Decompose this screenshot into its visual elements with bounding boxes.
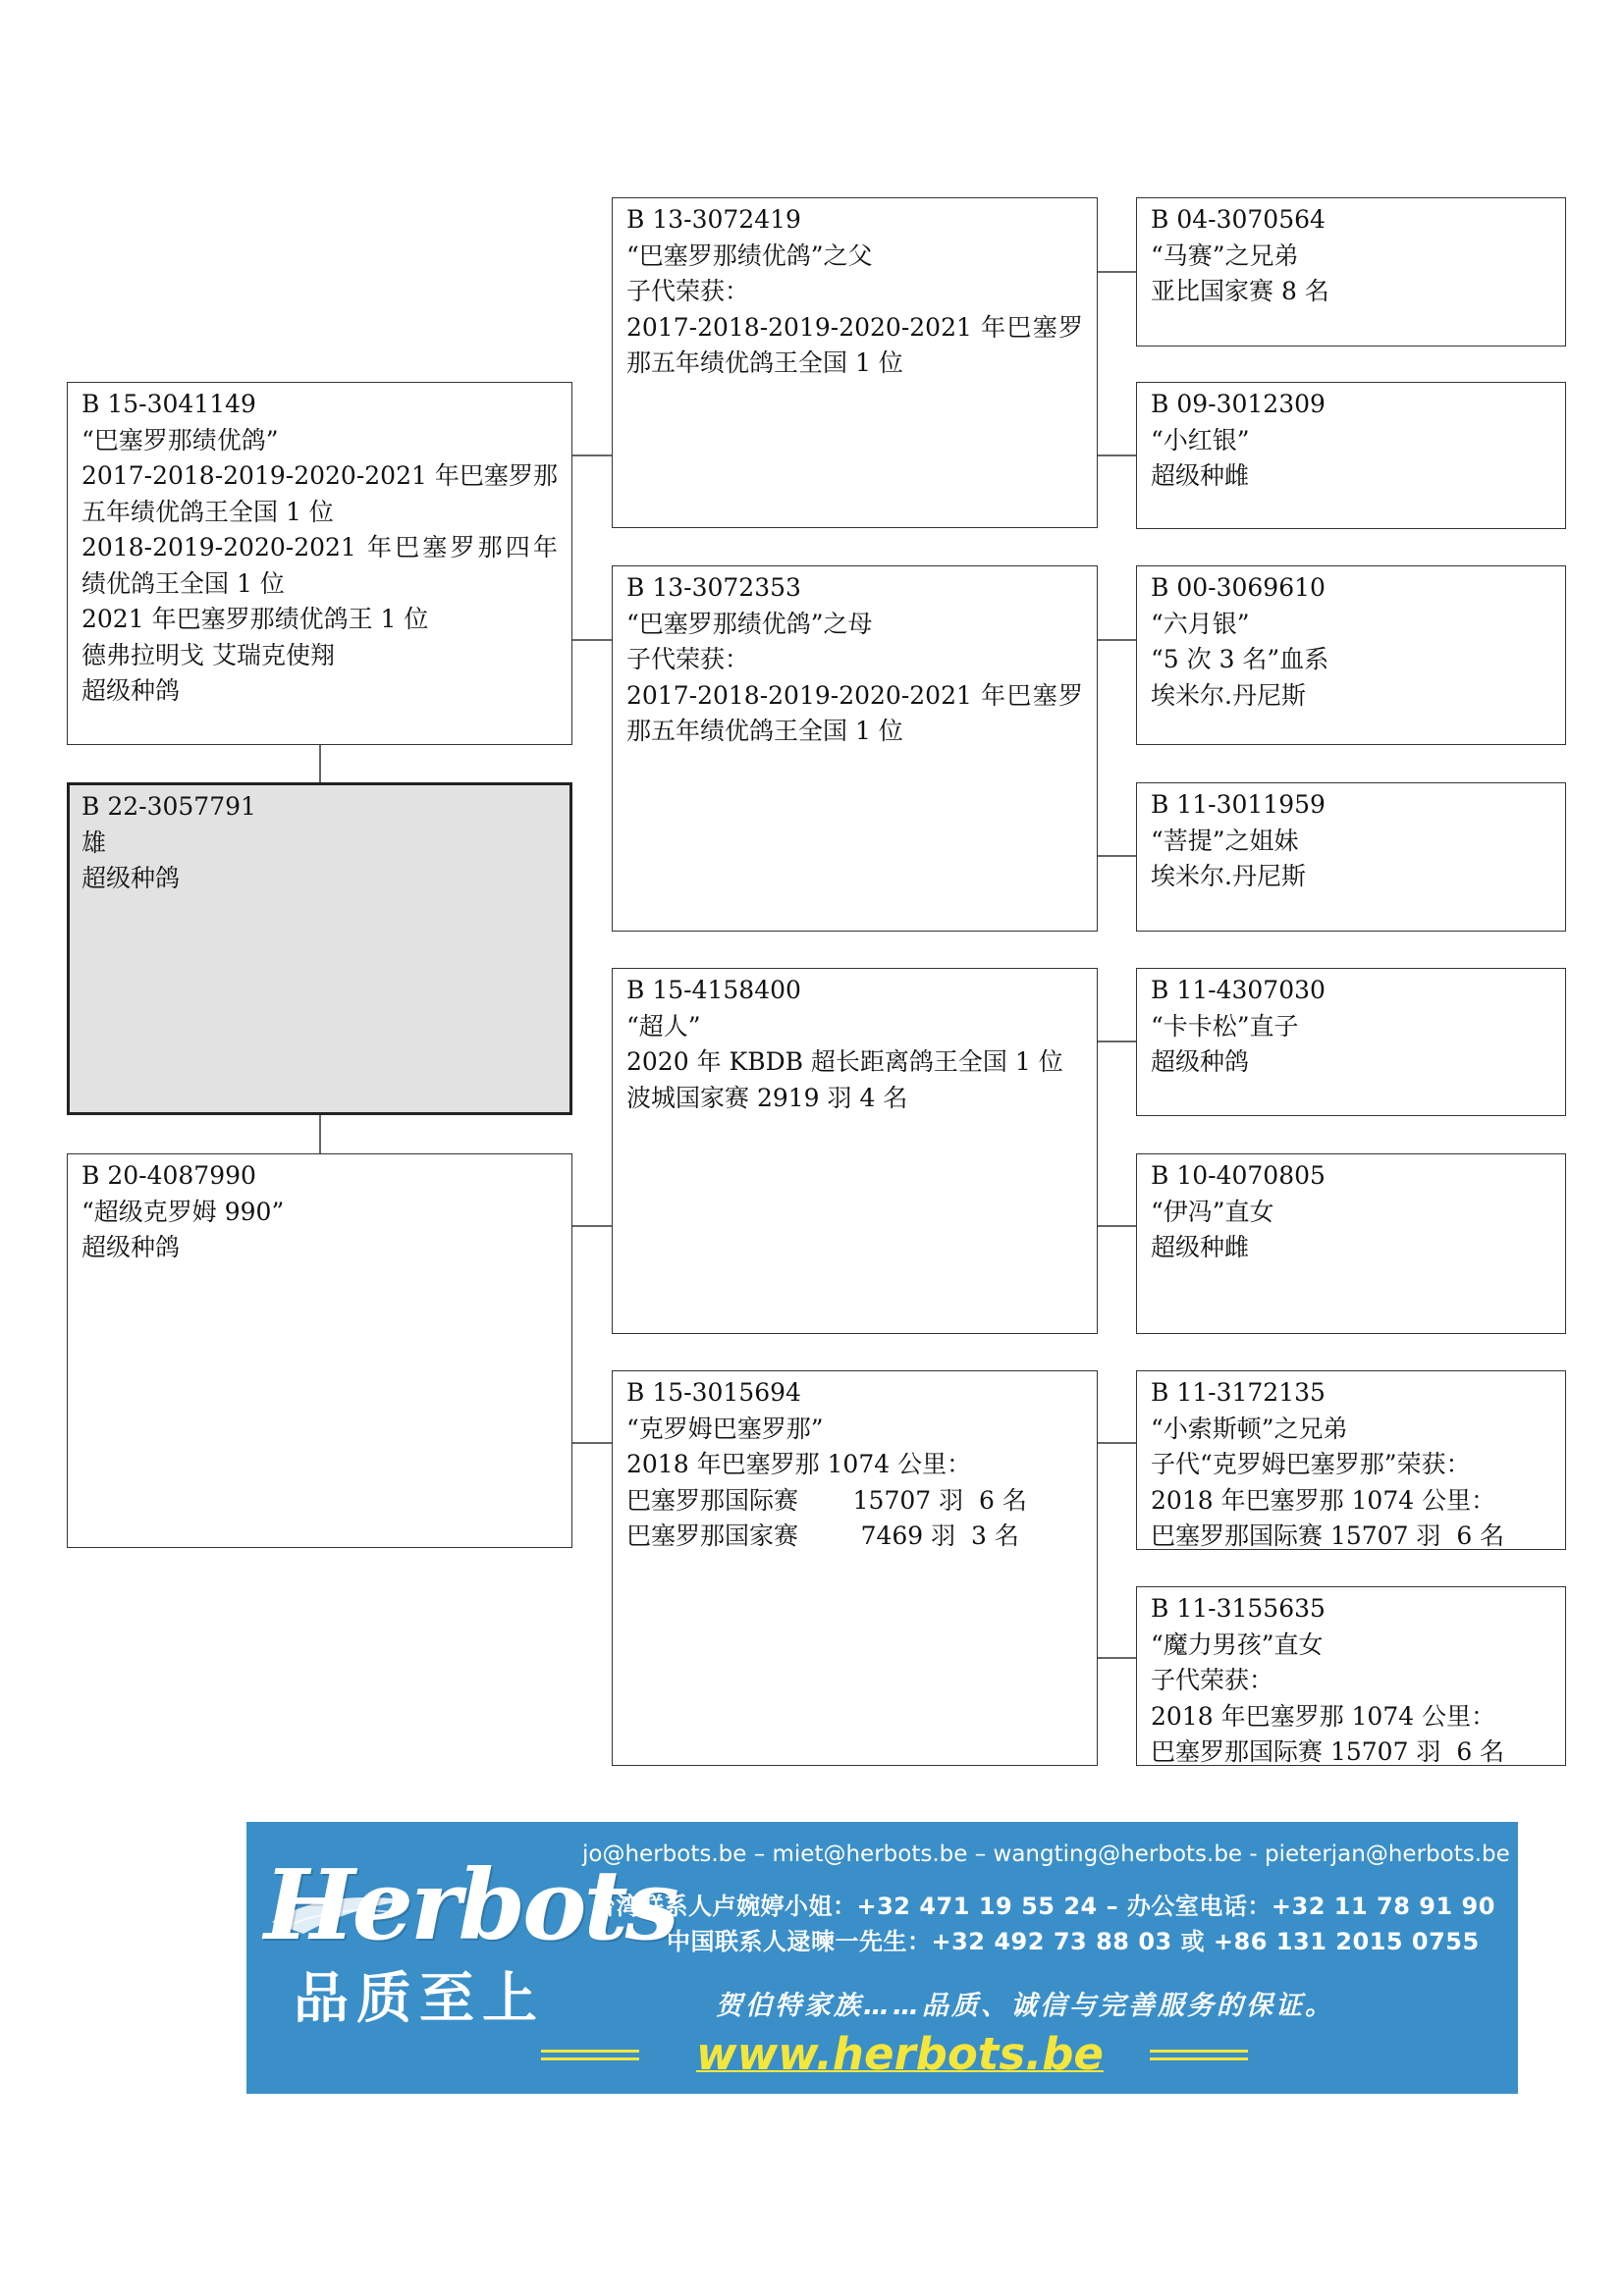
dd-dam-achievement: 巴塞罗那国际赛 15707 羽 6 名 <box>1151 1737 1505 1766</box>
sire-dam-ring: B 13-3072353 <box>626 573 801 602</box>
dd-dam-ring: B 11-3155635 <box>1151 1594 1326 1623</box>
dam-sire-achievement: 波城国家赛 2919 羽 4 名 <box>626 1083 908 1112</box>
sd-sire-ring: B 00-3069610 <box>1151 573 1326 602</box>
banner-divider <box>1150 2057 1248 2060</box>
ss-dam-note: 超级种雌 <box>1151 461 1250 490</box>
sire-breeder: 德弗拉明戈 艾瑞克使翔 <box>81 640 335 669</box>
sd-dam-ring: B 11-3011959 <box>1151 790 1326 819</box>
dam-note: 超级种鸽 <box>81 1233 181 1261</box>
sire-card <box>67 382 572 745</box>
sd-dam-breeder: 埃米尔.丹尼斯 <box>1151 862 1306 890</box>
dam-dam-achievement: 2018 年巴塞罗那 1074 公里： <box>626 1450 972 1478</box>
subject-ring: B 22-3057791 <box>81 792 256 821</box>
sire-dam-name: “巴塞罗那绩优鸽”之母 <box>626 609 873 638</box>
ss-sire-achievement: 亚比国家赛 8 名 <box>1151 277 1329 305</box>
herbots-logo: Herbots <box>264 1849 677 1962</box>
sd-dam-name: “菩提”之姐妹 <box>1151 826 1299 855</box>
ss-dam-card <box>1136 382 1566 529</box>
ss-dam-name: “小红银” <box>1151 425 1250 454</box>
sire-dam-label: 子代荣获： <box>626 645 750 673</box>
banner-divider <box>1150 2050 1248 2053</box>
banner-tagline: 贺伯特家族……品质、诚信与完善服务的保证。 <box>716 1991 1334 2021</box>
ds-sire-note: 超级种鸽 <box>1151 1047 1250 1076</box>
herbots-banner <box>246 1822 1518 2094</box>
banner-china-contact: 中国联系人逯暕一先生：+32 492 73 88 03 或 +86 131 2015 0755 <box>667 1928 1480 1955</box>
dam-dam-achievement: 巴塞罗那国际赛 15707 羽 6 名 <box>626 1485 1027 1515</box>
dd-dam-achievement: 2018 年巴塞罗那 1074 公里： <box>1151 1701 1496 1731</box>
dd-sire-card <box>1136 1370 1566 1550</box>
subject-card <box>67 782 572 1115</box>
sd-sire-name: “六月银” <box>1151 609 1250 638</box>
ss-sire-ring: B 04-3070564 <box>1151 205 1326 234</box>
sd-dam-card <box>1136 782 1566 932</box>
dd-sire-name: “小索斯顿”之兄弟 <box>1151 1414 1348 1443</box>
dam-sire-ring: B 15-4158400 <box>626 976 801 1004</box>
sire-sire-card <box>612 197 1098 528</box>
dd-sire-achievement: 巴塞罗那国际赛 15707 羽 6 名 <box>1151 1522 1505 1550</box>
dam-dam-achievement: 巴塞罗那国家赛 7469 羽 3 名 <box>626 1522 1019 1550</box>
subject-sex: 雄 <box>81 828 107 857</box>
sire-sire-name: “巴塞罗那绩优鸽”之父 <box>626 240 873 270</box>
ds-sire-card <box>1136 968 1566 1116</box>
sd-sire-card <box>1136 565 1566 745</box>
sire-dam-card <box>612 565 1098 932</box>
banner-divider <box>541 2057 639 2060</box>
dam-dam-name: “克罗姆巴塞罗那” <box>626 1414 824 1443</box>
dd-dam-name: “魔力男孩”直女 <box>1151 1629 1324 1659</box>
subject-note: 超级种鸽 <box>81 864 181 892</box>
sire-sire-achievement: 2017-2018-2019-2020-2021 年巴塞罗那五年绩优鸽王全国 1 位 <box>626 312 1083 377</box>
ds-sire-name: “卡卡松”直子 <box>1151 1011 1299 1041</box>
dam-sire-card <box>612 968 1098 1334</box>
banner-website-link[interactable]: www.herbots.be <box>696 2028 1104 2080</box>
sire-dam-achievement: 2017-2018-2019-2020-2021 年巴塞罗那五年绩优鸽王全国 1 位 <box>626 680 1083 745</box>
dd-dam-label: 子代荣获： <box>1151 1666 1274 1694</box>
dd-dam-card <box>1136 1586 1566 1766</box>
sire-achievement: 2018-2019-2020-2021 年巴塞罗那四年绩优鸽王全国 1 位 <box>81 533 558 598</box>
dam-dam-card <box>612 1370 1098 1766</box>
sire-achievement: 2021 年巴塞罗那绩优鸽王 1 位 <box>81 605 429 633</box>
dam-sire-name: “超人” <box>626 1011 701 1041</box>
banner-divider <box>541 2050 639 2053</box>
ss-sire-name: “马赛”之兄弟 <box>1151 240 1299 270</box>
ds-dam-ring: B 10-4070805 <box>1151 1161 1326 1190</box>
ds-sire-ring: B 11-4307030 <box>1151 976 1326 1004</box>
sire-ring: B 15-3041149 <box>81 390 256 418</box>
sire-name: “巴塞罗那绩优鸽” <box>81 425 279 454</box>
dam-ring: B 20-4087990 <box>81 1161 256 1190</box>
banner-slogan: 品质至上 <box>294 1967 545 2031</box>
dam-name: “超级克罗姆 990” <box>81 1197 285 1226</box>
dd-sire-ring: B 11-3172135 <box>1151 1378 1326 1407</box>
dam-card <box>67 1153 572 1548</box>
banner-taiwan-contact: 台湾联系人卢婉婷小姐：+32 471 19 55 24 – 办公室电话：+32 11 78 91 90 <box>592 1893 1495 1920</box>
ds-dam-name: “伊冯”直女 <box>1151 1197 1274 1226</box>
sire-note: 超级种鸽 <box>81 676 181 705</box>
sd-sire-breeder: 埃米尔.丹尼斯 <box>1151 680 1306 710</box>
sire-achievement: 2017-2018-2019-2020-2021 年巴塞罗那五年绩优鸽王全国 1 位 <box>81 461 558 526</box>
dd-sire-achievement: 2018 年巴塞罗那 1074 公里： <box>1151 1485 1496 1515</box>
dam-dam-ring: B 15-3015694 <box>626 1378 801 1407</box>
sire-sire-label: 子代荣获： <box>626 277 750 305</box>
ds-dam-card <box>1136 1153 1566 1334</box>
ds-dam-note: 超级种雌 <box>1151 1233 1250 1261</box>
ss-dam-ring: B 09-3012309 <box>1151 390 1326 418</box>
sire-sire-ring: B 13-3072419 <box>626 205 801 234</box>
dam-sire-achievement: 2020 年 KBDB 超长距离鸽王全国 1 位 <box>626 1047 1063 1076</box>
sd-sire-bloodline: “5 次 3 名”血系 <box>1151 645 1329 673</box>
dd-sire-offspring: 子代“克罗姆巴塞罗那”荣获： <box>1151 1450 1471 1478</box>
banner-emails[interactable]: jo@herbots.be – miet@herbots.be – wangting@herbots.be - pieterjan@herbots.be <box>582 1842 1510 1867</box>
ss-sire-card <box>1136 197 1566 347</box>
